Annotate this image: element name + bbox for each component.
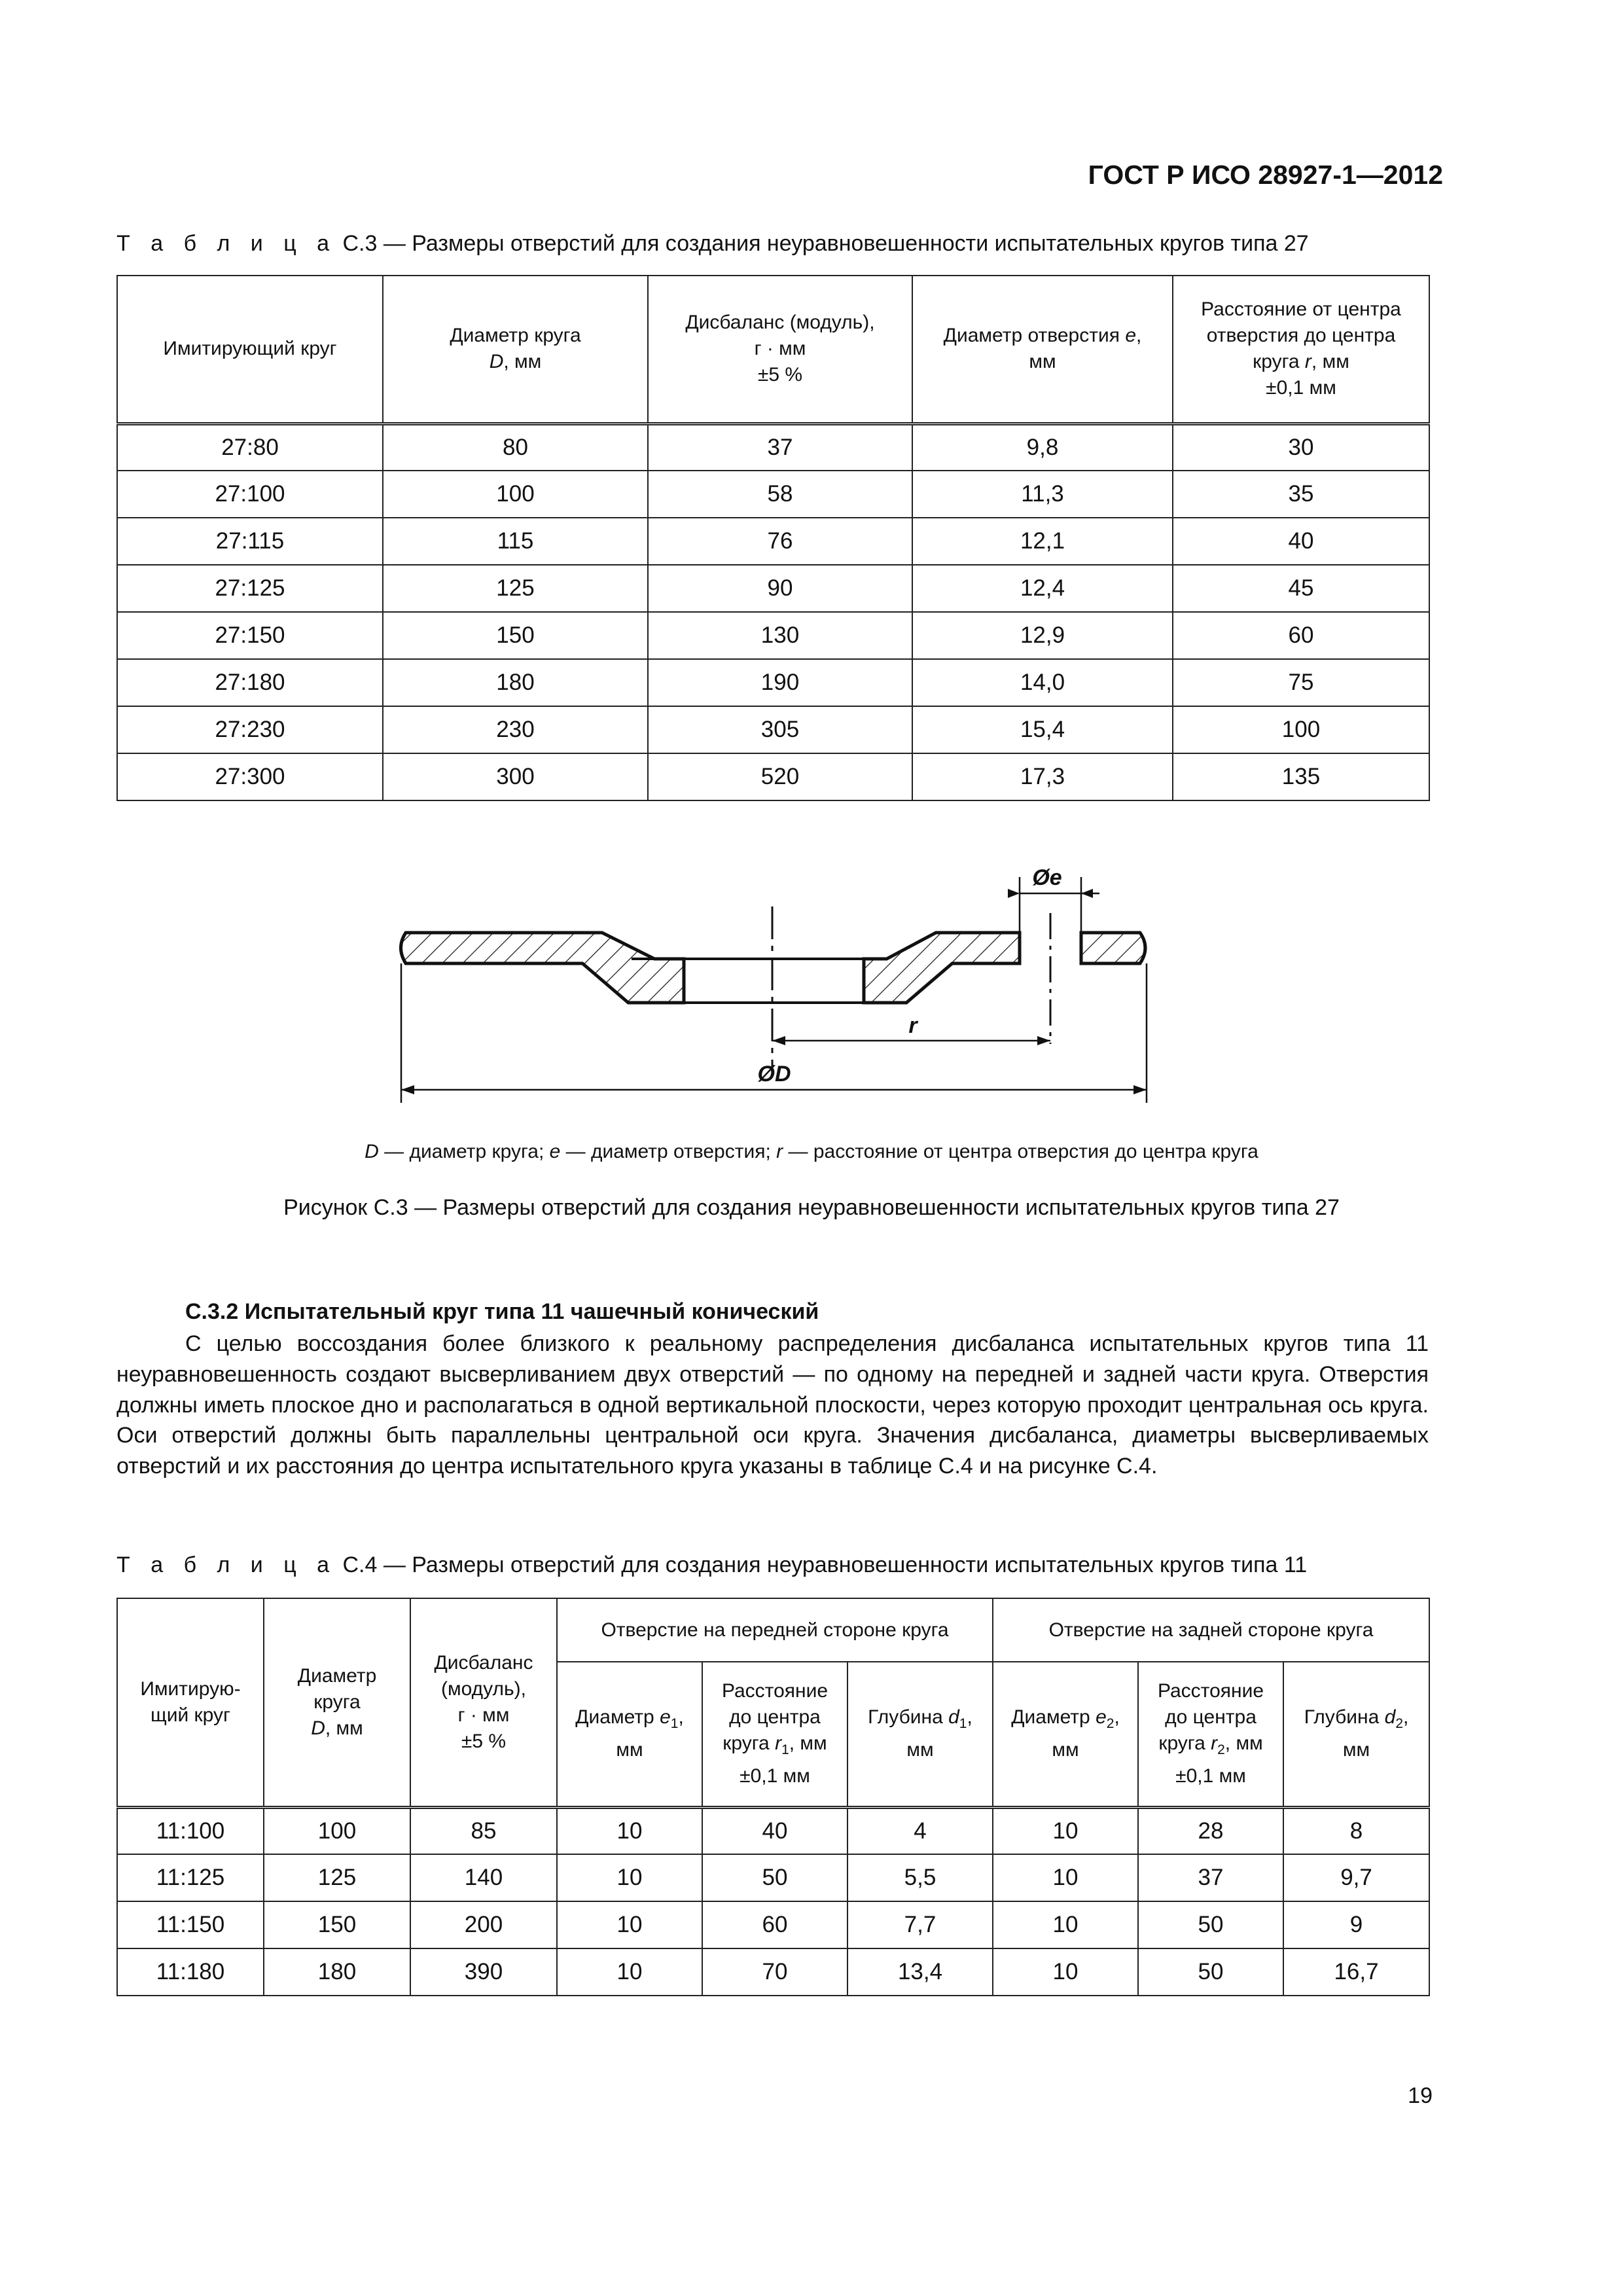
table-cell: 75 [1173, 659, 1429, 706]
table-cell: 50 [1138, 1948, 1283, 1996]
table-cell: 27:230 [117, 706, 383, 753]
figure3-legend: D — диаметр круга; e — диаметр отверстия; r — расстояние от центра отверстия до центра круга [365, 1141, 1258, 1162]
table4-header-row-1 [117, 1598, 1429, 1662]
table-cell: 12,9 [912, 612, 1173, 659]
table-cell: 50 [1138, 1901, 1283, 1948]
table3-header-unbalance: Дисбаланс (модуль), г · мм ±5 % [648, 276, 912, 423]
table-cell: 11:150 [117, 1901, 264, 1948]
table-cell: 90 [648, 565, 912, 612]
table-row [117, 1901, 1429, 1948]
table-cell: 10 [993, 1948, 1138, 1996]
table-row [117, 1807, 1429, 1854]
table-cell: 7,7 [847, 1901, 993, 1948]
table3-header-simulating-wheel: Имитирующий круг [117, 276, 383, 423]
page-number: 19 [1408, 2083, 1433, 2108]
table4-header-back-hole: Отверстие на задней стороне круга [993, 1598, 1429, 1662]
table-cell: 27:180 [117, 659, 383, 706]
table-cell: 10 [557, 1854, 702, 1901]
table4-header-wheel-diameter: Диаметр круга D, мм [264, 1598, 410, 1807]
table-cell: 100 [1173, 706, 1429, 753]
label-D: ØD [757, 1062, 791, 1086]
table-row [117, 518, 1429, 565]
table-cell: 520 [648, 753, 912, 800]
wheel-left-section [401, 933, 763, 1003]
table-row [117, 565, 1429, 612]
table-cell: 200 [410, 1901, 557, 1948]
table-cell: 12,1 [912, 518, 1173, 565]
table-cell: 14,0 [912, 659, 1173, 706]
section-heading: С.3.2 Испытательный круг типа 11 чашечный конический [185, 1299, 819, 1324]
table-cell: 180 [264, 1948, 410, 1996]
table-cell: 10 [993, 1901, 1138, 1948]
table-cell: 11:125 [117, 1854, 264, 1901]
table-cell: 9,8 [912, 423, 1173, 471]
table-cell: 35 [1173, 471, 1429, 518]
table4-caption-text: С.4 — Размеры отверстий для создания неуравновешенности испытательных кругов типа 11 [336, 1552, 1308, 1577]
table-cell: 37 [1138, 1854, 1283, 1901]
table-cell: 76 [648, 518, 912, 565]
table-cell: 5,5 [847, 1854, 993, 1901]
table-cell: 9,7 [1283, 1854, 1429, 1901]
table4-header-depth-d1: Глубина $d_1$, мм [847, 1662, 993, 1807]
table-cell: 60 [702, 1901, 847, 1948]
dimension-r [772, 1013, 1050, 1045]
table3-header-distance: Расстояние от центра отверстия до центра круга r, мм ±0,1 мм [1173, 276, 1429, 423]
table-cell: 390 [410, 1948, 557, 1996]
table-cell: 9 [1283, 1901, 1429, 1948]
table3-caption-text: С.3 — Размеры отверстий для создания неуравновешенности испытательных кругов типа 27 [336, 231, 1309, 256]
table-cell: 150 [264, 1901, 410, 1948]
label-e: Øe [1032, 865, 1062, 890]
table-cell: 115 [383, 518, 648, 565]
section-paragraph: С целью воссоздания более близкого к реальному распределения дисбаланса испытательных кругов типа 11 неуравновешенность создают высверливанием двух отверстий — по одному на передней и задней части круга. Отверстия должны иметь плоское дно и располагаться в одной вертикальной плоскости, через которую проходит центральная ось круга. Оси отверстий должны быть параллельны центральной оси круга. Значения дисбаланса, диаметры высверливаемых отверстий и их расстояния до центра испытательного круга указаны в таблице С.4 и на рисунке С.4. [116, 1331, 1429, 1479]
table-cell: 4 [847, 1807, 993, 1854]
table4-header-distance-r1: Расстояние до центра круга $r_1$, мм ±0,1 мм [702, 1662, 847, 1807]
document-id: ГОСТ Р ИСО 28927-1—2012 [1088, 160, 1443, 190]
table-cell: 27:100 [117, 471, 383, 518]
table-cell: 50 [702, 1854, 847, 1901]
table3-caption [116, 231, 1309, 257]
table-cell: 130 [648, 612, 912, 659]
table-cell: 10 [557, 1948, 702, 1996]
table-cell: 27:115 [117, 518, 383, 565]
table-row [117, 1854, 1429, 1901]
table-cell: 300 [383, 753, 648, 800]
table-cell: 305 [648, 706, 912, 753]
table-cell: 16,7 [1283, 1948, 1429, 1996]
table-c3 [116, 275, 1430, 801]
table4-caption-label: Т а б л и ц а [116, 1552, 337, 1577]
table-cell: 11:100 [117, 1807, 264, 1854]
label-r: r [908, 1013, 918, 1038]
table-cell: 40 [1173, 518, 1429, 565]
table-cell: 80 [383, 423, 648, 471]
table-row [117, 706, 1429, 753]
table-cell: 125 [383, 565, 648, 612]
table-cell: 10 [993, 1854, 1138, 1901]
table-cell: 125 [264, 1854, 410, 1901]
table-row [117, 423, 1429, 471]
table-cell: 15,4 [912, 706, 1173, 753]
table4-header-simulating-wheel: Имитирую- щий круг [117, 1598, 264, 1807]
table3-header-row [117, 276, 1429, 423]
wheel-right-section [762, 933, 1145, 1003]
table-cell: 180 [383, 659, 648, 706]
table-cell: 100 [264, 1807, 410, 1854]
figure3-caption: Рисунок С.3 — Размеры отверстий для создания неуравновешенности испытательных кругов типа 27 [283, 1195, 1340, 1220]
table-cell: 27:300 [117, 753, 383, 800]
table-cell: 10 [993, 1807, 1138, 1854]
table-cell: 135 [1173, 753, 1429, 800]
table4-header-distance-r2: Расстояние до центра круга $r_2$, мм ±0,1 мм [1138, 1662, 1283, 1807]
table-cell: 27:150 [117, 612, 383, 659]
table-cell: 30 [1173, 423, 1429, 471]
table-cell: 27:80 [117, 423, 383, 471]
table4-header-unbalance: Дисбаланс (модуль), г · мм ±5 % [410, 1598, 557, 1807]
table-cell: 28 [1138, 1807, 1283, 1854]
table-cell: 190 [648, 659, 912, 706]
table-cell: 13,4 [847, 1948, 993, 1996]
table-cell: 70 [702, 1948, 847, 1996]
table3-header-wheel-diameter: Диаметр круга D, мм [383, 276, 648, 423]
table-cell: 45 [1173, 565, 1429, 612]
dimension-e [1008, 865, 1099, 933]
unbalance-hole [1020, 913, 1081, 1044]
table4-header-front-hole: Отверстие на передней стороне круга [557, 1598, 993, 1662]
table-cell: 60 [1173, 612, 1429, 659]
table-row [117, 612, 1429, 659]
table-cell: 11,3 [912, 471, 1173, 518]
table-cell: 17,3 [912, 753, 1173, 800]
table-cell: 85 [410, 1807, 557, 1854]
table-cell: 27:125 [117, 565, 383, 612]
table-cell: 11:180 [117, 1948, 264, 1996]
table-row [117, 471, 1429, 518]
table-cell: 10 [557, 1807, 702, 1854]
table-row [117, 753, 1429, 800]
table-cell: 37 [648, 423, 912, 471]
table-cell: 10 [557, 1901, 702, 1948]
table-row [117, 1948, 1429, 1996]
table-row [117, 659, 1429, 706]
table-c4 [116, 1598, 1430, 1996]
table4-caption [116, 1552, 1307, 1578]
table3-caption-label: Т а б л и ц а [116, 231, 337, 256]
table-cell: 100 [383, 471, 648, 518]
table-cell: 140 [410, 1854, 557, 1901]
table-cell: 230 [383, 706, 648, 753]
table4-header-diameter-e2: Диаметр $e_2$, мм [993, 1662, 1138, 1807]
table4-header-diameter-e1: Диаметр $e_1$, мм [557, 1662, 702, 1807]
table3-header-hole-diameter: Диаметр отверстия e, мм [912, 276, 1173, 423]
table-cell: 58 [648, 471, 912, 518]
dimension-D [401, 963, 1147, 1103]
table-cell: 8 [1283, 1807, 1429, 1854]
table-cell: 12,4 [912, 565, 1173, 612]
table-cell: 150 [383, 612, 648, 659]
wheel-cross-section-drawing [393, 854, 1158, 1116]
table-cell: 40 [702, 1807, 847, 1854]
table4-header-depth-d2: Глубина $d_2$, мм [1283, 1662, 1429, 1807]
